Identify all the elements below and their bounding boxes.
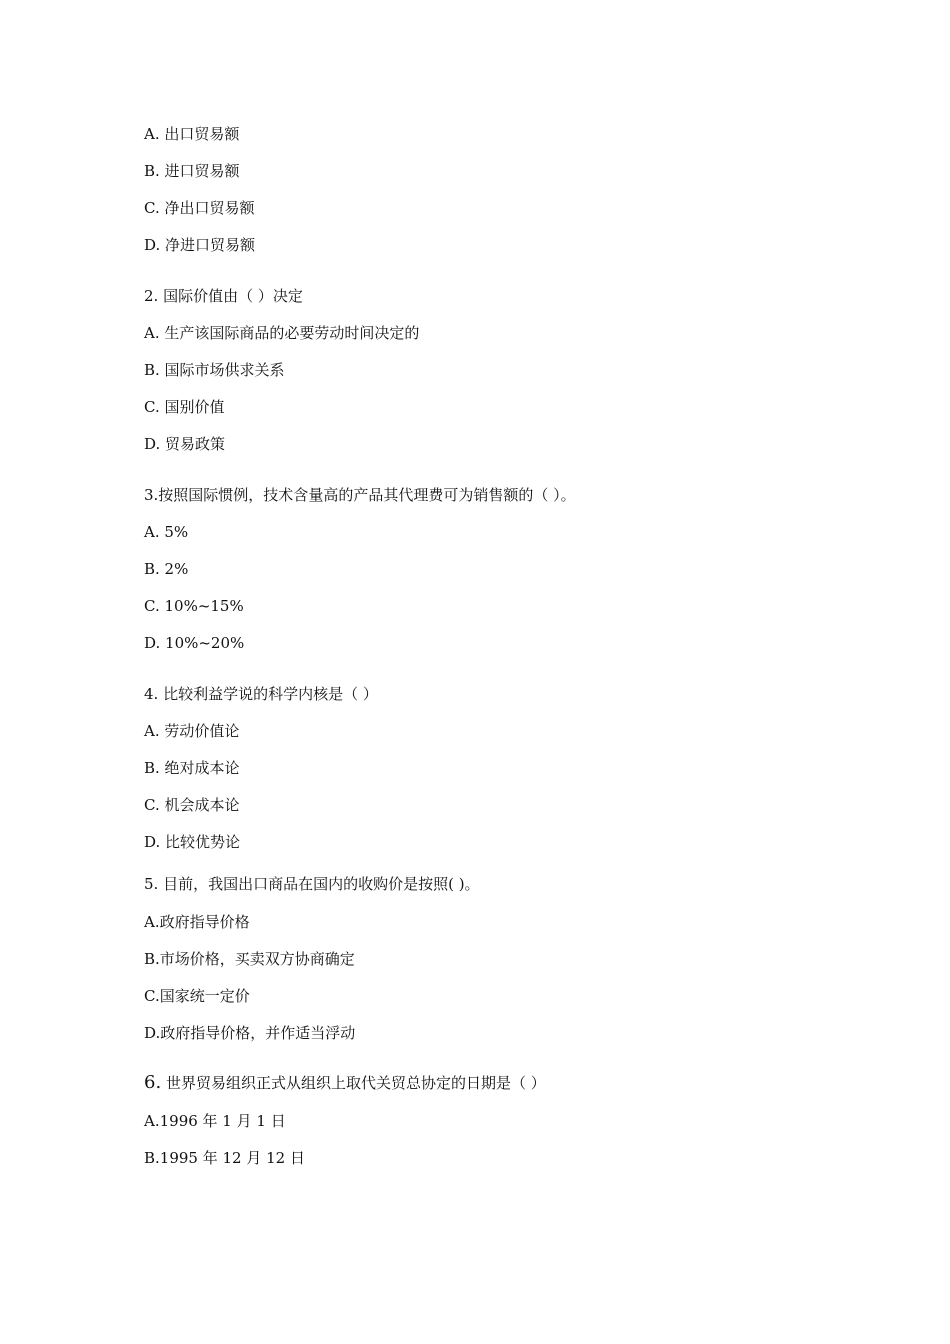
q4-option-c: C. 机会成本论 [144, 796, 240, 814]
q3-option-b: B. 2% [144, 560, 189, 578]
q2-question: 2. 国际价值由（ ）决定 [144, 287, 303, 305]
q1-option-b: B. 进口贸易额 [144, 162, 240, 180]
q6-option-b: B.1995 年 12 月 12 日 [144, 1149, 305, 1167]
q4-question: 4. 比较利益学说的科学内核是（ ） [144, 685, 378, 703]
q3-question: 3.按照国际惯例，技术含量高的产品其代理费可为销售额的（ ）。 [144, 486, 576, 504]
q4-option-b: B. 绝对成本论 [144, 759, 240, 777]
q1-option-c: C. 净出口贸易额 [144, 199, 255, 217]
q5-option-c: C.国家统一定价 [144, 987, 250, 1005]
q2-option-d: D. 贸易政策 [144, 435, 226, 453]
q5-option-b: B.市场价格，买卖双方协商确定 [144, 950, 355, 968]
q5-option-d: D.政府指导价格，并作适当浮动 [144, 1024, 356, 1042]
q2-option-b: B. 国际市场供求关系 [144, 361, 285, 379]
q1-option-d: D. 净进口贸易额 [144, 236, 256, 254]
q2-option-c: C. 国别价值 [144, 398, 225, 416]
q3-option-a: A. 5% [144, 523, 189, 541]
q6-question [144, 1073, 546, 1093]
q5-question: 5. 目前，我国出口商品在国内的收购价是按照( )。 [144, 875, 480, 893]
q6-option-a: A.1996 年 1 月 1 日 [144, 1112, 286, 1130]
q3-option-d: D. 10%~20% [144, 634, 245, 652]
q3-option-c: C. 10%~15% [144, 597, 244, 615]
q1-option-a: A. 出口贸易额 [144, 125, 240, 143]
q5-option-a: A.政府指导价格 [144, 913, 250, 931]
q4-option-d: D. 比较优势论 [144, 833, 241, 851]
q6-text: 世界贸易组织正式从组织上取代关贸总协定的日期是（ ） [161, 1074, 546, 1092]
q6-number: 6. [144, 1072, 162, 1093]
q4-option-a: A. 劳动价值论 [144, 722, 240, 740]
q2-option-a: A. 生产该国际商品的必要劳动时间决定的 [144, 324, 420, 342]
